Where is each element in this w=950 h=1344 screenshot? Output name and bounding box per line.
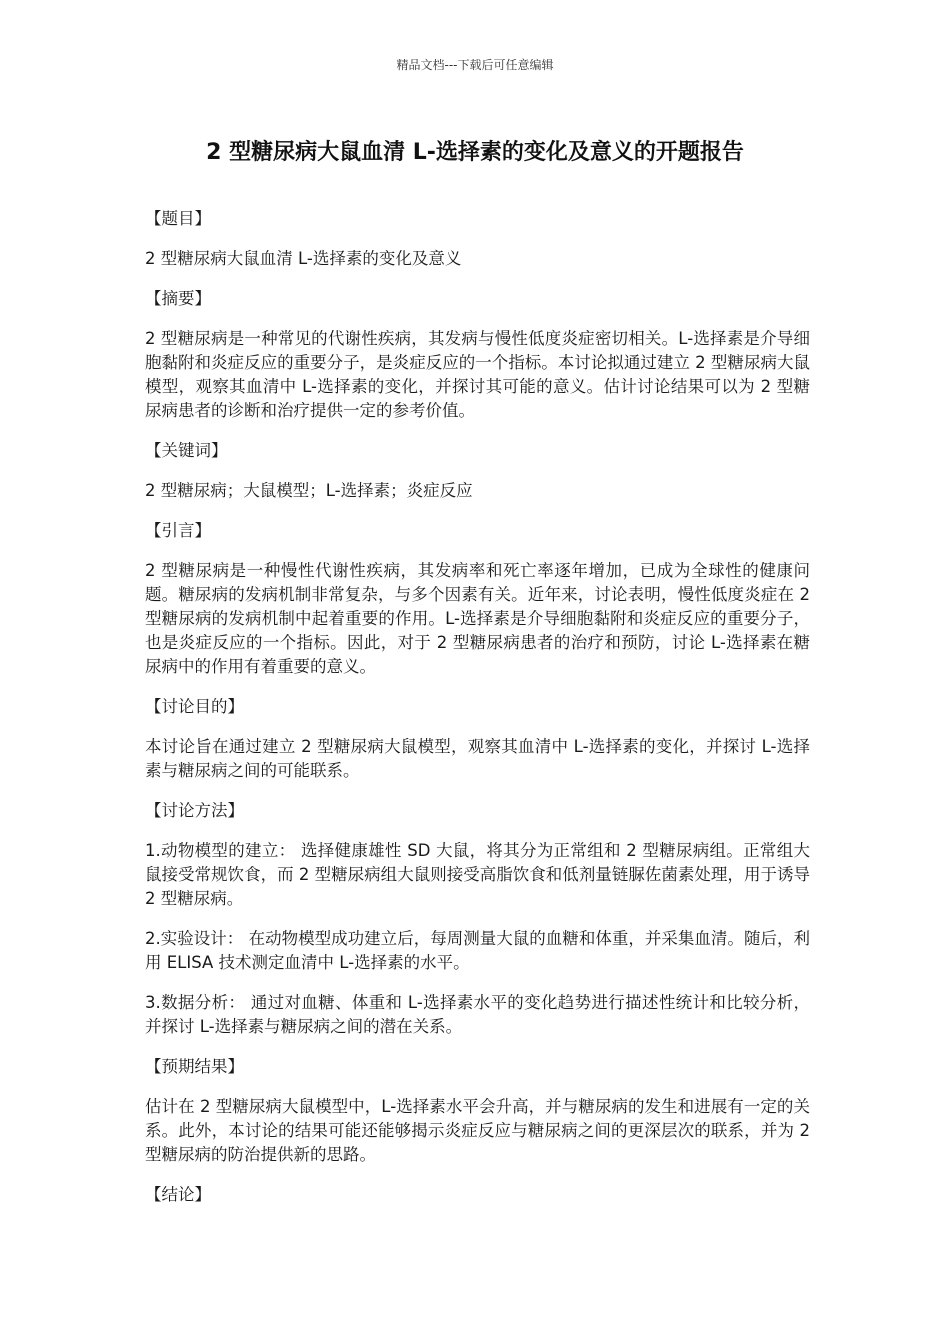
section-heading: 【讨论目的】 [145,697,244,716]
section-heading: 【摘要】 [145,289,211,308]
section-paragraph: 2 型糖尿病；大鼠模型；L-选择素；炎症反应 [145,481,473,500]
section-methods [145,799,810,1039]
section-conclusion [145,1183,810,1207]
section-paragraph: 2 型糖尿病是一种慢性代谢性疾病，其发病率和死亡率逐年增加，已成为全球性的健康问题。糖尿病的发病机制非常复杂，与多个因素有关。近年来，讨论表明，慢性低度炎症在 2 型糖尿病的发病机制中起着重要的作用。L-选择素是介导细胞黏附和炎症反应的重要分子，也是炎症反应的一个指标。因此，对于 2 型糖尿病患者的治疗和预防，讨论 L-选择素在糖尿病中的作用有着重要的意义。 [145,561,810,676]
section-objective [145,695,810,783]
section-paragraph: 2 型糖尿病是一种常见的代谢性疾病，其发病与慢性低度炎症密切相关。L-选择素是介导细胞黏附和炎症反应的重要分子，是炎症反应的一个指标。本讨论拟通过建立 2 型糖尿病大鼠模型，观察其血清中 L-选择素的变化，并探讨其可能的意义。估计讨论结果可以为 2 型糖尿病患者的诊断和治疗提供一定的参考价值。 [145,329,810,420]
section-title [145,207,810,271]
section-paragraph: 估计在 2 型糖尿病大鼠模型中，L-选择素水平会升高，并与糖尿病的发生和进展有一定的关系。此外，本讨论的结果可能还能够揭示炎症反应与糖尿病之间的更深层次的联系，并为 2 型糖尿病的防治提供新的思路。 [145,1097,810,1164]
section-introduction [145,519,810,679]
section-heading: 【预期结果】 [145,1057,244,1076]
document-body [145,207,810,1223]
section-abstract [145,287,810,423]
document-title: 2 型糖尿病大鼠血清 L-选择素的变化及意义的开题报告 [206,140,744,165]
section-expected-results [145,1055,810,1167]
section-heading: 【讨论方法】 [145,801,244,820]
page-header-banner: 精品文档---下载后可任意编辑 [396,58,554,72]
section-paragraph: 2.实验设计： 在动物模型成功建立后，每周测量大鼠的血糖和体重，并采集血清。随后，利用 ELISA 技术测定血清中 L-选择素的水平。 [145,929,810,972]
section-heading: 【引言】 [145,521,211,540]
section-paragraph: 2 型糖尿病大鼠血清 L-选择素的变化及意义 [145,249,462,268]
section-paragraph: 3.数据分析： 通过对血糖、体重和 L-选择素水平的变化趋势进行描述性统计和比较分析，并探讨 L-选择素与糖尿病之间的潜在关系。 [145,993,810,1036]
section-paragraph: 本讨论旨在通过建立 2 型糖尿病大鼠模型，观察其血清中 L-选择素的变化，并探讨 L-选择素与糖尿病之间的可能联系。 [145,737,810,780]
section-heading: 【题目】 [145,209,211,228]
section-keywords [145,439,810,503]
section-heading: 【关键词】 [145,441,228,460]
section-paragraph: 1.动物模型的建立： 选择健康雄性 SD 大鼠，将其分为正常组和 2 型糖尿病组。正常组大鼠接受常规饮食，而 2 型糖尿病组大鼠则接受高脂饮食和低剂量链脲佐菌素处理，用于诱导 2 型糖尿病。 [145,841,810,908]
section-heading: 【结论】 [145,1185,211,1204]
